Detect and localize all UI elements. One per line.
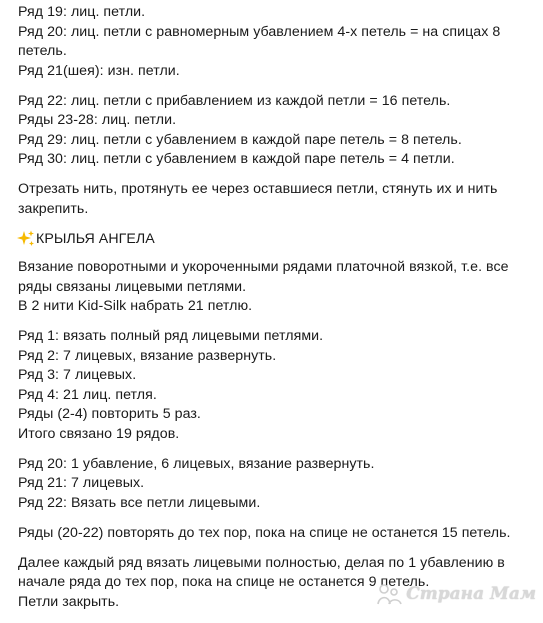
section-heading-text: КРЫЛЬЯ АНГЕЛА: [36, 230, 155, 247]
text-line: Ряды 23-28: лиц. петли.: [18, 112, 177, 128]
text-line: Далее каждый ряд вязать лицевыми полностью, делая по 1 убавлению в: [18, 554, 505, 571]
text-line: Ряд 20: 1 убавление, 6 лицевых, вязание развернуть.: [18, 455, 375, 472]
document-body: [18, 3, 528, 623]
text-line: Ряды (2-4) повторить 5 раз.: [18, 406, 201, 422]
text-line: Ряд 30: лиц. петли с убавлением в каждой паре петель = 4 петли.: [18, 151, 455, 167]
paragraph: [18, 524, 528, 544]
text-line: Ряд 19: лиц. петли.: [18, 4, 146, 20]
text-line: Ряд 1: вязать полный ряд лицевыми петлями.: [18, 328, 324, 344]
paragraph: [18, 3, 528, 81]
text-line: Отрезать нить, протянуть ее через оставшиеся петли, стянуть их и нить: [18, 181, 498, 197]
paragraph: [18, 180, 528, 219]
sparkles-icon: [17, 230, 35, 248]
watermark-text: Страна Мам: [406, 584, 536, 604]
text-line: Вязание поворотными и укороченными рядами платочной вязкой, т.е. все: [18, 259, 509, 275]
text-line: начале ряда до тех пор, пока на спице не останется 9 петель.: [18, 574, 430, 590]
text-line: Ряд 21: 7 лицевых.: [18, 475, 145, 491]
text-line: Ряд 21(шея): изн. петли.: [18, 62, 180, 79]
text-line: Ряд 2: 7 лицевых, вязание развернуть.: [18, 347, 277, 364]
text-line: В 2 нити Kid-Silk набрать 21 петлю.: [18, 298, 253, 314]
text-line: Ряд 3: 7 лицевых.: [18, 367, 137, 383]
text-line: петель.: [18, 43, 67, 59]
text-line: закрепить.: [18, 200, 89, 217]
paragraph: [18, 92, 528, 170]
text-line: ряды связаны лицевыми петлями.: [18, 278, 247, 295]
text-line: Ряд 20: лиц. петли с равномерным убавлением 4-х петель = на спицах 8: [18, 23, 501, 40]
text-line: Итого связано 19 рядов.: [18, 425, 180, 442]
watermark: [375, 582, 536, 606]
text-line: Ряд 29: лиц. петли с убавлением в каждой паре петель = 8 петель.: [18, 131, 462, 148]
paragraph: [18, 327, 528, 444]
section-heading: [18, 230, 528, 250]
text-line: Петли закрыть.: [18, 593, 120, 610]
paragraph: [18, 455, 528, 514]
text-line: Ряд 22: Вязать все петли лицевыми.: [18, 494, 261, 511]
text-line: Ряд 22: лиц. петли с прибавлением из каждой петли = 16 петель.: [18, 92, 451, 109]
paragraph: [18, 258, 528, 317]
strana-mam-logo-icon: [375, 582, 403, 606]
text-line: Ряды (20-22) повторять до тех пор, пока на спице не останется 15 петель.: [18, 524, 511, 541]
text-line: Ряд 4: 21 лиц. петля.: [18, 386, 157, 403]
